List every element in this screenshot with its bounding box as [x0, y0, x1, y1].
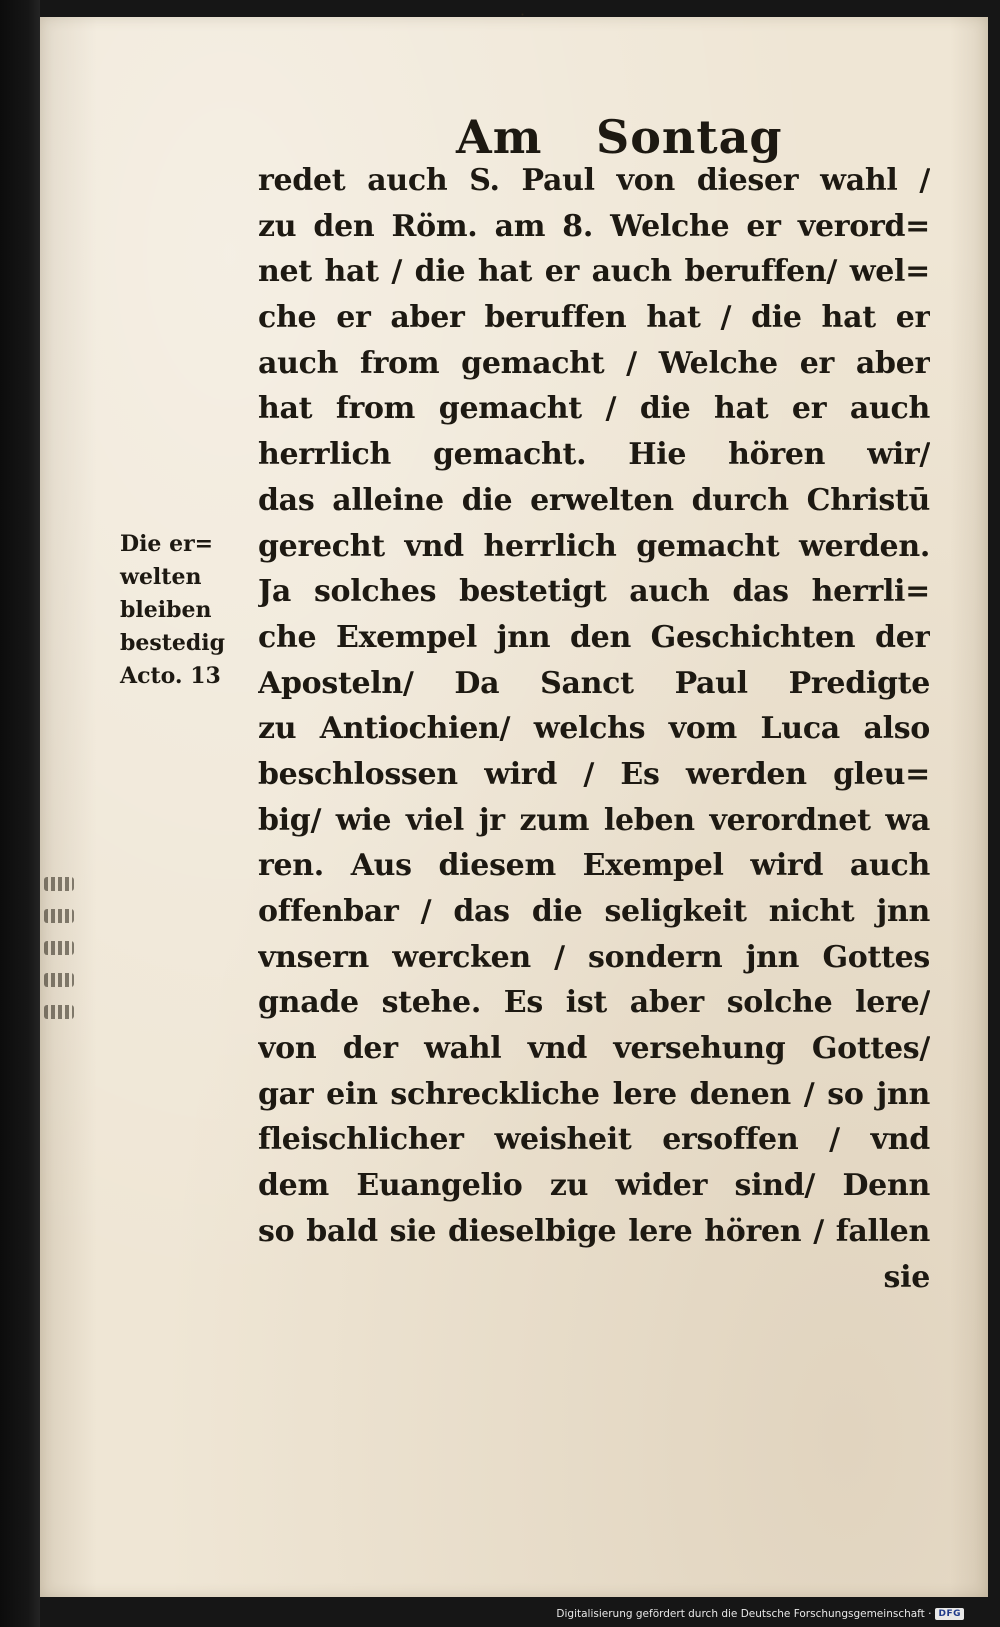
text-line: gar ein schreckliche lere denen / so jnn — [258, 1076, 930, 1112]
text-line: che er aber beruffen hat / die hat er — [258, 300, 930, 336]
digitization-footer — [556, 1605, 964, 1623]
margin-note-line: bleiben — [120, 597, 212, 623]
text-line: herrlich gemacht. Hie hören wir/ — [258, 437, 930, 473]
text-line: net hat / die hat er auch beruffen/ wel= — [258, 254, 930, 290]
margin-note-line: Acto. 13 — [120, 663, 221, 689]
scanner-margin — [0, 0, 40, 1627]
catchword: sie — [883, 1259, 930, 1295]
text-line: so bald sie dieselbige lere hören / fallen — [258, 1213, 930, 1249]
margin-note-line: bestedig — [120, 630, 226, 656]
header-word-2: Sontag — [596, 110, 783, 164]
body-text — [258, 158, 930, 1300]
running-header — [456, 112, 816, 162]
text-line: dem Euangelio zu wider sind/ Denn — [258, 1168, 930, 1204]
text-line: fleischlicher weisheit ersoffen / vnd — [258, 1122, 930, 1158]
header-word-1: Am — [456, 110, 543, 164]
text-line: zu den Röm. am 8. Welche er verord= — [258, 208, 930, 244]
footer-credit: Digitalisierung gefördert durch die Deutsche Forschungsgemeinschaft · — [556, 1608, 932, 1620]
text-line: gnade stehe. Es ist aber solche lere/ — [258, 985, 930, 1021]
text-line: beschlossen wird / Es werden gleu= — [258, 756, 930, 792]
margin-note — [120, 528, 254, 693]
text-line: big/ wie viel jr zum leben verordnet wa — [258, 802, 930, 838]
text-line: offenbar / das die seligkeit nicht jnn — [258, 894, 930, 929]
page-top-mark: ˙ — [518, 11, 527, 32]
dfg-logo: DFG — [935, 1608, 964, 1620]
text-line: Ja solches bestetigt auch das herrli= — [258, 574, 930, 610]
text-line: gerecht vnd herrlich gemacht werden. — [258, 528, 930, 564]
text-line: ren. Aus diesem Exempel wird auch — [258, 848, 930, 884]
text-line: che Exempel jnn den Geschichten der — [258, 619, 930, 655]
text-line: redet auch S. Paul von dieser wahl / — [258, 163, 930, 198]
text-line: von der wahl vnd versehung Gottes/ — [258, 1031, 930, 1067]
text-line: vnsern wercken / sondern jnn Gottes — [258, 939, 930, 975]
margin-note-line: Die er= — [120, 531, 214, 557]
text-line: das alleine die erwelten durch Christū — [258, 482, 930, 518]
text-line: zu Antiochien/ welchs vom Luca also — [258, 711, 930, 747]
bleed-through — [40, 867, 74, 1067]
margin-note-line: welten — [120, 564, 202, 590]
text-line: hat from gemacht / die hat er auch — [258, 391, 930, 427]
text-line: Aposteln/ Da Sanct Paul Predigte — [258, 665, 930, 701]
text-line: auch from gemacht / Welche er aber — [258, 345, 930, 381]
